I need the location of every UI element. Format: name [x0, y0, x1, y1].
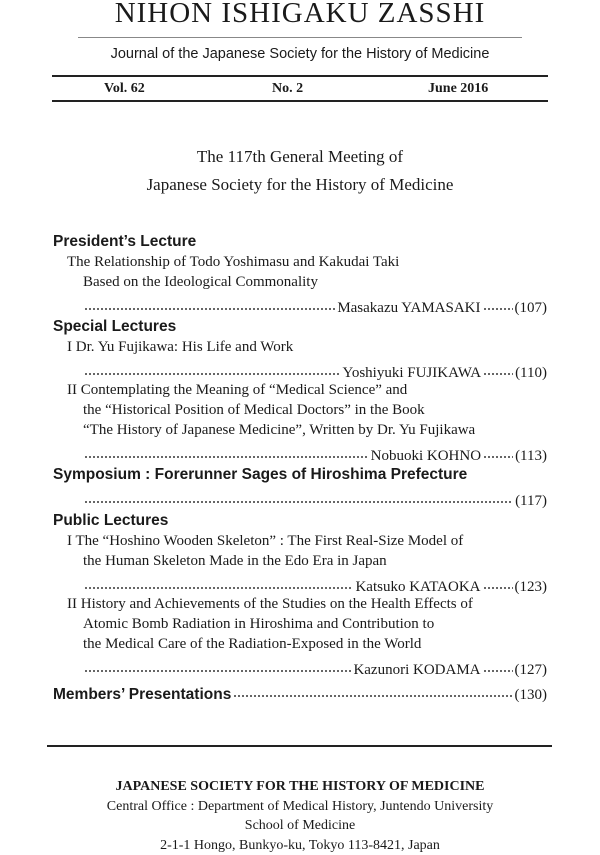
leader-dots [483, 572, 513, 591]
section-special-lectures: Special Lectures [53, 318, 177, 335]
toc-entry-leader [84, 486, 547, 509]
leader-dots [483, 655, 513, 674]
toc-entry-author: Masakazu YAMASAKI [337, 300, 481, 316]
footer-address-line-2: School of Medicine [244, 818, 356, 833]
toc-entry-title: II History and Achievements of the Studies on the Health Effects of [67, 596, 473, 612]
toc-entry-title: The Relationship of Todo Yoshimasu and Kakudai Taki [67, 254, 400, 270]
masthead-rule [78, 37, 522, 38]
leader-dots [483, 441, 513, 460]
journal-subtitle: Journal of the Japanese Society for the History of Medicine [110, 46, 490, 62]
toc-entry-title: I Dr. Yu Fujikawa: His Life and Work [67, 339, 294, 355]
section-public-lectures: Public Lectures [53, 512, 169, 529]
toc-entry-leader [53, 680, 547, 703]
footer-rule [47, 745, 552, 747]
toc-entry-title: the Human Skeleton Made in the Edo Era in Japan [83, 553, 387, 569]
toc-entry-page: (107) [514, 300, 547, 316]
toc-entry-author: Kazunori KODAMA [353, 662, 481, 678]
leader-dots [483, 293, 513, 312]
section-presidents-lecture: President’s Lecture [53, 233, 197, 250]
leader-dots [483, 358, 513, 377]
toc-entry-title: the “Historical Position of Medical Doctors” in the Book [83, 402, 425, 418]
leader-dots [84, 293, 335, 312]
issue-number: No. 2 [272, 81, 304, 96]
issue-rule-bottom [52, 100, 548, 102]
issue-volume: Vol. 62 [104, 81, 145, 96]
toc-entry-leader [84, 358, 547, 381]
toc-entry-page: (123) [514, 579, 547, 595]
toc-entry-page: (130) [514, 687, 547, 703]
toc-entry-title: the Medical Care of the Radiation-Exposed in the World [83, 636, 422, 652]
toc-entry-author: Nobuoki KOHNO [370, 448, 482, 464]
toc-entry-leader [84, 293, 547, 316]
toc-entry-page: (113) [515, 448, 547, 464]
toc-entry-title: Based on the Ideological Commonality [83, 274, 318, 290]
toc-entry-page: (117) [515, 493, 547, 509]
leader-dots [84, 358, 341, 377]
meeting-title-line-2: Japanese Society for the History of Medicine [146, 175, 454, 194]
toc-entry-author: Yoshiyuki FUJIKAWA [342, 365, 482, 381]
toc-entry-title: “The History of Japanese Medicine”, Written by Dr. Yu Fujikawa [83, 422, 476, 438]
footer-organization: JAPANESE SOCIETY FOR THE HISTORY OF MEDICINE [115, 779, 485, 794]
footer-address-line-3: 2-1-1 Hongo, Bunkyo-ku, Tokyo 113-8421, Japan [160, 838, 440, 853]
section-symposium: Symposium : Forerunner Sages of Hiroshima Prefecture [53, 466, 468, 483]
footer-address-line-1: Central Office : Department of Medical History, Juntendo University [106, 799, 494, 814]
issue-rule-top [52, 75, 548, 77]
toc-entry-title: II Contemplating the Meaning of “Medical Science” and [67, 382, 408, 398]
journal-title: NIHON ISHIGAKU ZASSHI [114, 0, 486, 29]
leader-dots [84, 486, 513, 505]
toc-entry-leader [84, 655, 547, 678]
toc-entry-title: I The “Hoshino Wooden Skeleton” : The First Real-Size Model of [67, 533, 464, 549]
leader-dots [233, 680, 512, 699]
section-members-presentations: Members’ Presentations [53, 686, 232, 703]
leader-dots [84, 441, 369, 460]
toc-entry-page: (127) [514, 662, 547, 678]
issue-date: June 2016 [428, 81, 489, 96]
toc-entry-page: (110) [515, 365, 547, 381]
toc-entry-leader [84, 441, 547, 464]
toc-entry-title: Atomic Bomb Radiation in Hiroshima and Contribution to [83, 616, 435, 632]
toc-entry-author: Katsuko KATAOKA [355, 579, 481, 595]
leader-dots [84, 572, 353, 591]
meeting-title-line-1: The 117th General Meeting of [196, 147, 404, 166]
toc-entry-leader [84, 572, 547, 595]
leader-dots [84, 655, 351, 674]
